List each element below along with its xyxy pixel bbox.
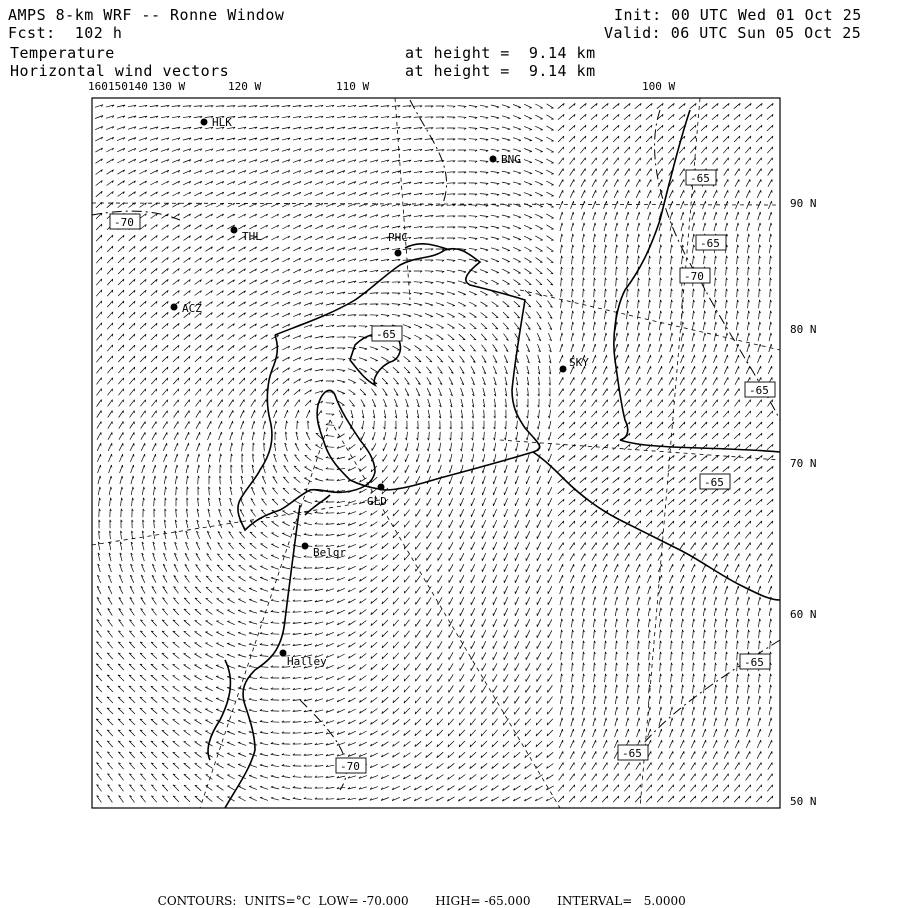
contour-label: -70 bbox=[114, 216, 134, 229]
latitude-label: 60 N bbox=[790, 608, 817, 621]
contour-label: -65 bbox=[622, 747, 642, 760]
height-temperature: at height = 9.14 km bbox=[405, 44, 596, 62]
meridian-b bbox=[200, 420, 330, 808]
temperature-contours bbox=[92, 100, 780, 790]
latitude-label: 90 N bbox=[790, 197, 817, 210]
longitude-label: 110 W bbox=[336, 80, 370, 93]
field-wind-vectors: Horizontal wind vectors bbox=[10, 62, 230, 80]
station-label: Halley bbox=[287, 655, 327, 668]
longitude-label: 100 W bbox=[642, 80, 676, 93]
contour-label: -65 bbox=[700, 237, 720, 250]
station-marker bbox=[560, 366, 567, 373]
station-label: THL bbox=[242, 230, 262, 243]
contour-label: -65 bbox=[744, 656, 764, 669]
contour-minus65-east bbox=[655, 110, 780, 420]
contour-label: -65 bbox=[704, 476, 724, 489]
station-label: GLD bbox=[367, 495, 387, 508]
footer-low: LOW= -70.000 bbox=[318, 894, 409, 908]
lat-lon-grid bbox=[92, 98, 780, 808]
meridian-110w bbox=[395, 98, 410, 300]
parallel-60n bbox=[92, 500, 380, 545]
meridian-a bbox=[330, 420, 560, 808]
peninsula-east bbox=[614, 110, 690, 440]
field-temperature: Temperature bbox=[10, 44, 115, 62]
footer-high: HIGH= -65.000 bbox=[435, 894, 531, 908]
longitude-label: 130 W bbox=[152, 80, 186, 93]
contour-label: -70 bbox=[684, 270, 704, 283]
station-label: ACZ bbox=[182, 302, 202, 315]
station-marker bbox=[201, 119, 208, 126]
coastline bbox=[208, 110, 780, 808]
contour-label: -65 bbox=[690, 172, 710, 185]
map-title: AMPS 8-km WRF -- Ronne Window bbox=[8, 6, 285, 24]
station-label: PHC bbox=[388, 231, 408, 244]
wind-vector-field bbox=[95, 103, 773, 802]
valid-time: Valid: 06 UTC Sun 05 Oct 25 bbox=[604, 24, 862, 42]
contour-label: -65 bbox=[749, 384, 769, 397]
latitude-label: 70 N bbox=[790, 457, 817, 470]
footer-units: UNITS=°C bbox=[244, 894, 311, 908]
station-marker bbox=[171, 304, 178, 311]
parallel-90n bbox=[92, 203, 780, 205]
longitude-label: 150 bbox=[108, 80, 128, 93]
station-label: BNG bbox=[501, 153, 521, 166]
station-marker bbox=[490, 156, 497, 163]
init-time: Init: 00 UTC Wed 01 Oct 25 bbox=[614, 6, 862, 24]
latitude-label: 80 N bbox=[790, 323, 817, 336]
footer-interval: INTERVAL= 5.0000 bbox=[557, 894, 686, 908]
station-label: Belgr bbox=[313, 546, 347, 559]
contour-minus70-south bbox=[300, 700, 346, 790]
longitude-label: 140 bbox=[128, 80, 148, 93]
height-wind: at height = 9.14 km bbox=[405, 62, 596, 80]
station-label: SKY bbox=[569, 356, 589, 369]
contour-label: -70 bbox=[340, 760, 360, 773]
station-marker bbox=[395, 250, 402, 257]
station-marker bbox=[302, 543, 309, 550]
station-label: HLK bbox=[212, 116, 232, 129]
longitude-label: 160 bbox=[88, 80, 108, 93]
footer-contours-label: CONTOURS: bbox=[157, 894, 237, 908]
station-marker bbox=[280, 650, 287, 657]
parallel-80n bbox=[520, 290, 780, 350]
station-layer bbox=[171, 116, 590, 668]
contour-footer bbox=[150, 880, 686, 908]
latitude-label: 50 N bbox=[790, 795, 817, 808]
station-marker bbox=[378, 484, 385, 491]
contour-center bbox=[410, 100, 447, 210]
gld-link bbox=[305, 495, 330, 515]
station-marker bbox=[231, 227, 238, 234]
longitude-label: 120 W bbox=[228, 80, 262, 93]
contour-label: -65 bbox=[376, 328, 396, 341]
wind-vectors bbox=[95, 103, 773, 802]
forecast-hour: Fcst: 102 h bbox=[8, 24, 123, 42]
